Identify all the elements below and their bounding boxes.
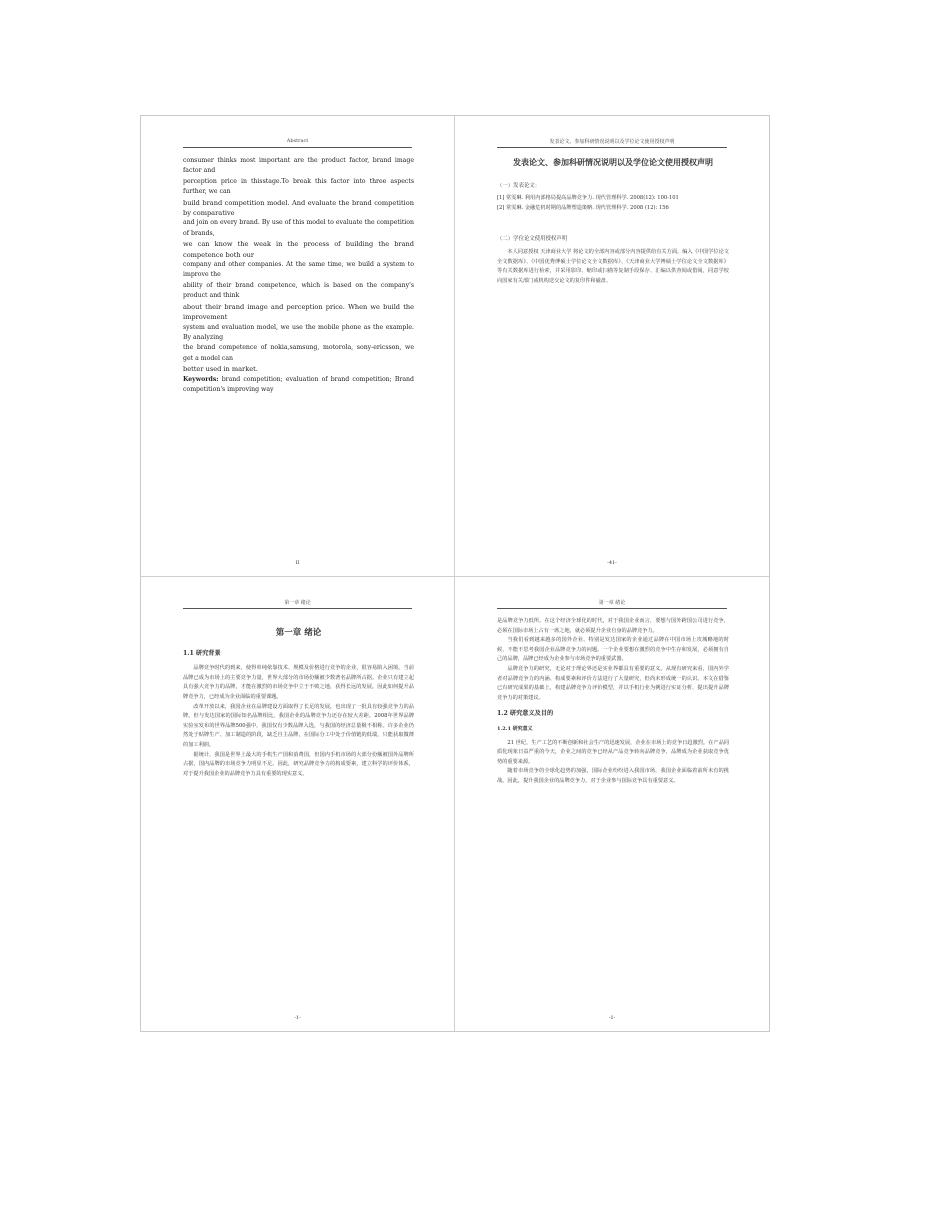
paragraph: 品牌竞争力的研究，无论对于理论界还是实业界都具有重要的意义。从现有研究来看，国内外学者对品牌竞争力的内涵、构成要素和评价方法进行了大量研究，但尚未形成统一的认识。本文在借鉴已有研究成果的基础上，构建品牌竞争力评价模型，并以手机行业为例进行实证分析，提出提升品牌竞争力的对策建议。 bbox=[497, 665, 729, 701]
page-number: II bbox=[295, 560, 300, 566]
section-heading: 1.2 研究意义及目的 bbox=[497, 710, 554, 718]
abstract-line: system and evaluation model, we use the mobile phone as the example. By analyzing bbox=[183, 323, 414, 341]
abstract-line: about their brand image and perception price. When we build the improvement bbox=[183, 302, 414, 322]
paragraph: 品牌竞争时代的到来，使得单纯依靠技术、规模及价格进行竞争的企业，很容易陷入困境。当前品牌已成为市场上的主要竞争力量，世界大部分的市场份额被少数著名品牌所占据。企业只有建立起具有强大竞争力的品牌，才能在激烈的市场竞争中立于不败之地，获得长远的发展。因此如何提升品牌竞争力，已经成为企业面临的重要课题。 bbox=[183, 665, 414, 700]
abstract-line: and join on every brand. By use of this model to evaluate the competition of brands, bbox=[183, 219, 414, 237]
authorization-text: 本人同意授权 天津商业大学 将论文的全部内容或部分内容提供给有关方面，编入《中国学位论文全文数据库》、《中国优秀博硕士学位论文全文数据库》、《天津商业大学博硕士学位论文全文数据库》等有关数据库进行检索，并采用影印、缩印或扫描等复制手段保存、汇编以供查阅或借阅，同意学校向国家有关部门或机构送交论文的复印件和磁盘。 bbox=[497, 248, 729, 284]
abstract-body bbox=[183, 156, 414, 395]
page-abstract bbox=[141, 116, 454, 576]
page-title: 发表论文、参加科研情况说明以及学位论文使用授权声明 bbox=[513, 157, 713, 167]
running-header: 第一章 绪论 bbox=[497, 599, 727, 609]
paragraph: 是品牌竞争力低所。在这个经济全球化的时代，对于我国企业而言，要想与国外跨国公司进行竞争，必须在国际市场上占有一席之地，就必须提升企业自身的品牌竞争力。 bbox=[497, 618, 729, 634]
paragraph: 据统计，我国是世界上最大的手机生产国和消费国，但国内手机市场的大部分份额被国外品牌所占据，国内品牌的市场竞争力明显不足。因此，研究品牌竞争力的构成要素，建立科学的评价体系，对于提升我国企业的品牌竞争力具有重要的现实意义。 bbox=[183, 751, 414, 777]
abstract-line: ability of their brand competence, which is based on the company's product and think bbox=[183, 281, 414, 300]
paragraph: 随着市场竞争的全球化趋势的加强，国际企业纷纷进入我国市场，我国企业面临着前所未有的挑战。因此，提升我国企业的品牌竞争力，对于企业参与国际竞争具有重要意义。 bbox=[497, 768, 729, 784]
section-heading: 1.1 研究背景 bbox=[183, 649, 221, 657]
page-number: -1- bbox=[608, 1015, 616, 1021]
chapter-body bbox=[497, 617, 729, 787]
section-heading: （一）发表论文： bbox=[497, 182, 541, 189]
abstract-line: perception price in thisstage.To break this factor into three aspects further, we can bbox=[183, 177, 414, 196]
document-sheet bbox=[140, 115, 770, 1032]
abstract-line: build brand competition model. And evaluate the brand competition by comparative bbox=[183, 198, 414, 218]
page-number: -41- bbox=[607, 560, 617, 566]
keywords-label: Keywords: bbox=[183, 375, 219, 383]
page-number: -1- bbox=[294, 1015, 301, 1021]
abstract-line: the brand competence of nokia,samsung, motorola, sony-ericsson, we get a model can bbox=[183, 344, 414, 362]
publications-body bbox=[497, 156, 729, 286]
keywords bbox=[183, 375, 414, 396]
page-publications bbox=[455, 116, 769, 576]
paragraph: 改革开放以来，我国企业在品牌建设方面取得了长足的发展，也出现了一批具有较强竞争力的品牌。但与发达国家的国际知名品牌相比，我国企业的品牌竞争力还存在较大差距。2008年世界品牌实验室发布的世界品牌500强中，我国仅有少数品牌入选，与我国的经济总量极不相称。许多企业仍然处于贴牌生产、加工制造的阶段，缺乏自主品牌，在国际分工中处于价值链的低端，只能获取微薄的加工利润。 bbox=[183, 703, 414, 748]
abstract-line: better used in market. bbox=[183, 365, 258, 374]
running-header: Abstract bbox=[183, 138, 412, 148]
publication-item: [2] 常雯琳. 金融危机时期的品牌塑造策略. 现代管理科学. 2008 (12): 156 bbox=[497, 204, 669, 211]
section-heading: （二）学位论文使用授权声明 bbox=[497, 236, 568, 243]
page-chapter-one-continued bbox=[455, 577, 769, 1031]
running-header: 第一章 绪论 bbox=[183, 599, 412, 609]
abstract-line: we can know the weak in the process of building the brand competence both our bbox=[183, 240, 414, 259]
subsection-heading: 1.2.1 研究意义 bbox=[497, 725, 533, 732]
paragraph: 21 世纪，生产工艺的不断创新和社会生产的迅速发展，企业在市场上的竞争日趋激烈。在产品同质化现象日益严重的今天，企业之间的竞争已经从产品竞争转向品牌竞争，品牌成为企业获取竞争优势的重要来源。 bbox=[497, 739, 729, 765]
keywords-text: brand competition; evaluation of brand competition; Brand competition's improving way bbox=[183, 375, 414, 393]
paragraph: 当我们看到越来越多的国外企业、特别是发达国家的企业通过品牌在中国市场上攻城略地的时候，不能不思考我国企业品牌竞争力的问题。一个企业要想在激烈的竞争中生存和发展，必须拥有自己的品牌，品牌已经成为企业参与市场竞争的重要武器。 bbox=[497, 637, 729, 663]
page-chapter-one bbox=[141, 577, 454, 1031]
running-header: 发表论文、参加科研情况说明以及学位论文使用授权声明 bbox=[497, 138, 727, 148]
abstract-line: consumer thinks most important are the product factor, brand image factor and bbox=[183, 157, 414, 175]
publication-item: [1] 常雯琳. 利用内部格局提高品牌竞争力. 现代管理科学. 2008(12): 100-101 bbox=[497, 195, 679, 202]
chapter-title: 第一章 绪论 bbox=[275, 628, 322, 638]
chapter-body bbox=[183, 617, 414, 779]
abstract-line: company and other companies. At the same time, we build a system to improve the bbox=[183, 261, 414, 279]
